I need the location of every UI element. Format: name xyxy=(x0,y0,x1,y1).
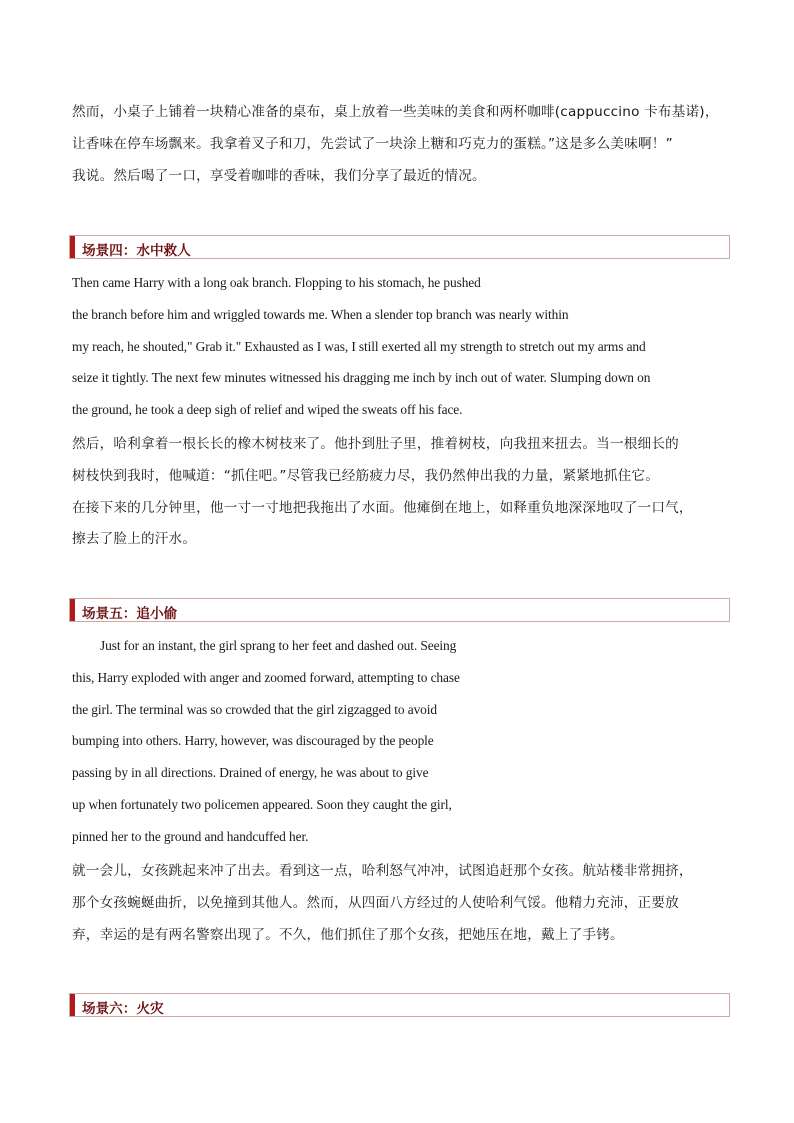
paragraph-line: 然而，小桌子上铺着一块精心准备的桌布，桌上放着一些美味的美食和两杯咖啡(cappuccino 卡布基诺)， xyxy=(72,104,719,120)
paragraph-line: 我说。然后喝了一口，享受着咖啡的香味，我们分享了最近的情况。 xyxy=(72,168,486,184)
heading-accent-bar xyxy=(70,994,75,1016)
english-line: the branch before him and wriggled towards me. When a slender top branch was nearly within xyxy=(72,307,569,322)
heading-accent-bar xyxy=(70,599,75,621)
heading-accent-bar xyxy=(70,236,75,258)
english-line: Just for an instant, the girl sprang to her feet and dashed out. Seeing xyxy=(100,638,457,653)
heading-title: 场景六：火灾 xyxy=(82,1001,164,1017)
english-line: bumping into others. Harry, however, was discouraged by the people xyxy=(72,733,434,748)
chinese-line: 弃，幸运的是有两名警察出现了。不久，他们抓住了那个女孩，把她压在地，戴上了手铐。 xyxy=(72,927,624,943)
paragraph-line: 让香味在停车场飘来。我拿着叉子和刀，先尝试了一块涂上糖和巧克力的蛋糕。”这是多么美味啊！” xyxy=(72,136,673,152)
chinese-line: 树枝快到我时，他喊道：“抓住吧。”尽管我已经筋疲力尽，我仍然伸出我的力量，紧紧地抓住它。 xyxy=(72,468,660,484)
english-line: Then came Harry with a long oak branch. Flopping to his stomach, he pushed xyxy=(72,275,481,290)
english-line: the ground, he took a deep sigh of relief and wiped the sweats off his face. xyxy=(72,402,463,417)
heading-title: 场景五：追小偷 xyxy=(82,606,178,622)
english-line: passing by in all directions. Drained of energy, he was about to give xyxy=(72,765,429,780)
chinese-line: 在接下来的几分钟里，他一寸一寸地把我拖出了水面。他瘫倒在地上，如释重负地深深地叹了一口气， xyxy=(72,500,693,516)
english-line: seize it tightly. The next few minutes witnessed his dragging me inch by inch out of water. Slumping down on xyxy=(72,370,651,385)
section-heading-scene-4 xyxy=(69,235,730,259)
english-line: up when fortunately two policemen appeared. Soon they caught the girl, xyxy=(72,797,452,812)
chinese-line: 就一会儿，女孩跳起来冲了出去。看到这一点，哈利怒气冲冲，试图追赶那个女孩。航站楼非常拥挤， xyxy=(72,863,693,879)
english-line: my reach, he shouted," Grab it." Exhausted as I was, I still exerted all my strength to stretch out my arms and xyxy=(72,339,646,354)
heading-title: 场景四：水中救人 xyxy=(82,243,191,259)
section-heading-scene-6 xyxy=(69,993,730,1017)
english-line: the girl. The terminal was so crowded that the girl zigzagged to avoid xyxy=(72,702,437,717)
chinese-line: 擦去了脸上的汗水。 xyxy=(72,531,197,547)
section-heading-scene-5 xyxy=(69,598,730,622)
english-line: pinned her to the ground and handcuffed her. xyxy=(72,829,309,844)
chinese-line: 然后，哈利拿着一根长长的橡木树枝来了。他扑到肚子里，推着树枝，向我扭来扭去。当一根细长的 xyxy=(72,436,679,452)
chinese-line: 那个女孩蜿蜒曲折，以免撞到其他人。然而，从四面八方经过的人使哈利气馁。他精力充沛，正要放 xyxy=(72,895,679,911)
english-line: this, Harry exploded with anger and zoomed forward, attempting to chase xyxy=(72,670,460,685)
